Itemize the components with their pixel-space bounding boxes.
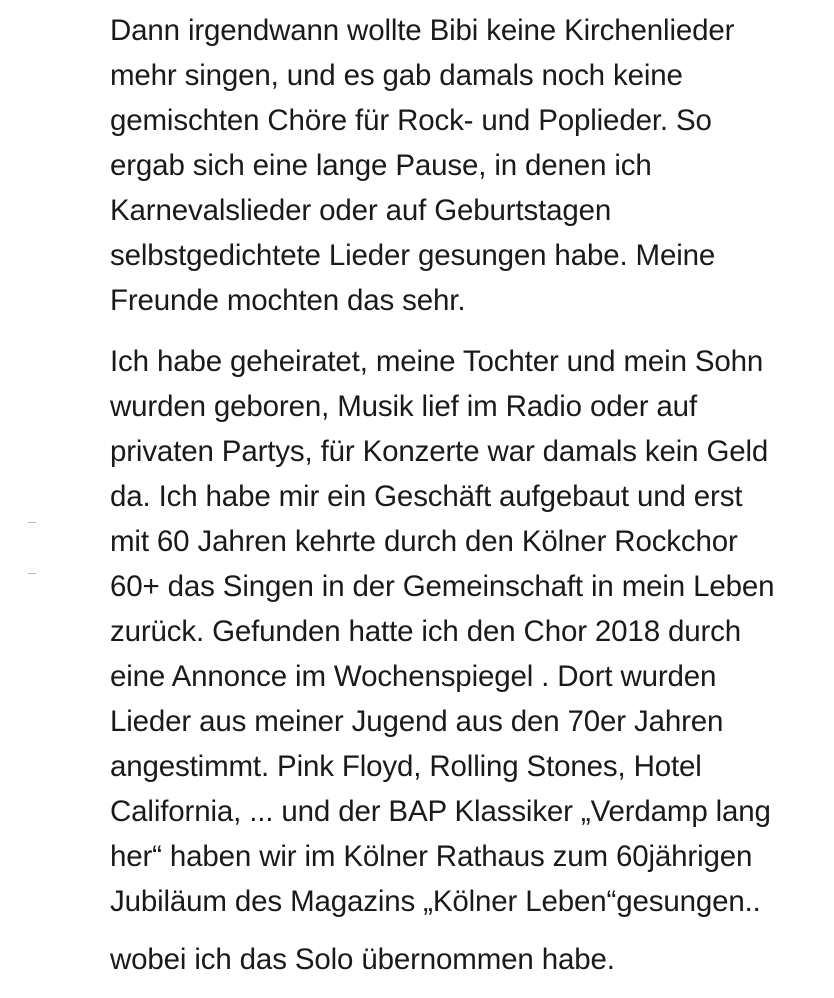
paragraph-3 xyxy=(110,937,822,982)
paragraph-1 xyxy=(110,8,822,323)
text-line: eine Annonce im Wochenspiegel . Dort wurden xyxy=(110,660,717,693)
text-line: angestimmt. Pink Floyd, Rolling Stones, Hotel xyxy=(110,750,702,783)
text-line: California, ... und der BAP Klassiker „Verdamp lang xyxy=(110,795,771,828)
text-line: 60+ das Singen in der Gemeinschaft in mein Leben xyxy=(110,570,775,603)
text-line: zurück. Gefunden hatte ich den Chor 2018 durch xyxy=(110,615,742,648)
text-line: her“ haben wir im Kölner Rathaus zum 60jährigen xyxy=(110,840,753,873)
scan-mark xyxy=(28,522,36,523)
scan-mark xyxy=(28,573,36,574)
paragraph-2 xyxy=(110,339,822,924)
text-line: gemischten Chöre für Rock- und Poplieder. So xyxy=(110,104,712,137)
text-line: privaten Partys, für Konzerte war damals kein Geld xyxy=(110,435,769,468)
text-line: wobei ich das Solo übernommen habe. xyxy=(110,943,615,976)
text-line: Karnevalslieder oder auf Geburtstagen xyxy=(110,194,612,227)
text-line: ergab sich eine lange Pause, in denen ich xyxy=(110,149,652,182)
text-line: mit 60 Jahren kehrte durch den Kölner Rockchor xyxy=(110,525,738,558)
text-line: Freunde mochten das sehr. xyxy=(110,284,466,317)
text-line: Dann irgendwann wollte Bibi keine Kirchenlieder xyxy=(110,14,735,47)
text-line: Jubiläum des Magazins „Kölner Leben“gesungen.. xyxy=(110,885,761,918)
text-line: da. Ich habe mir ein Geschäft aufgebaut und erst xyxy=(110,480,743,513)
text-line: Ich habe geheiratet, meine Tochter und mein Sohn xyxy=(110,345,764,378)
text-line: mehr singen, und es gab damals noch keine xyxy=(110,59,683,92)
text-line: wurden geboren, Musik lief im Radio oder auf xyxy=(110,390,697,423)
text-line: selbstgedichtete Lieder gesungen habe. Meine xyxy=(110,239,716,272)
text-line: Lieder aus meiner Jugend aus den 70er Jahren xyxy=(110,705,724,738)
